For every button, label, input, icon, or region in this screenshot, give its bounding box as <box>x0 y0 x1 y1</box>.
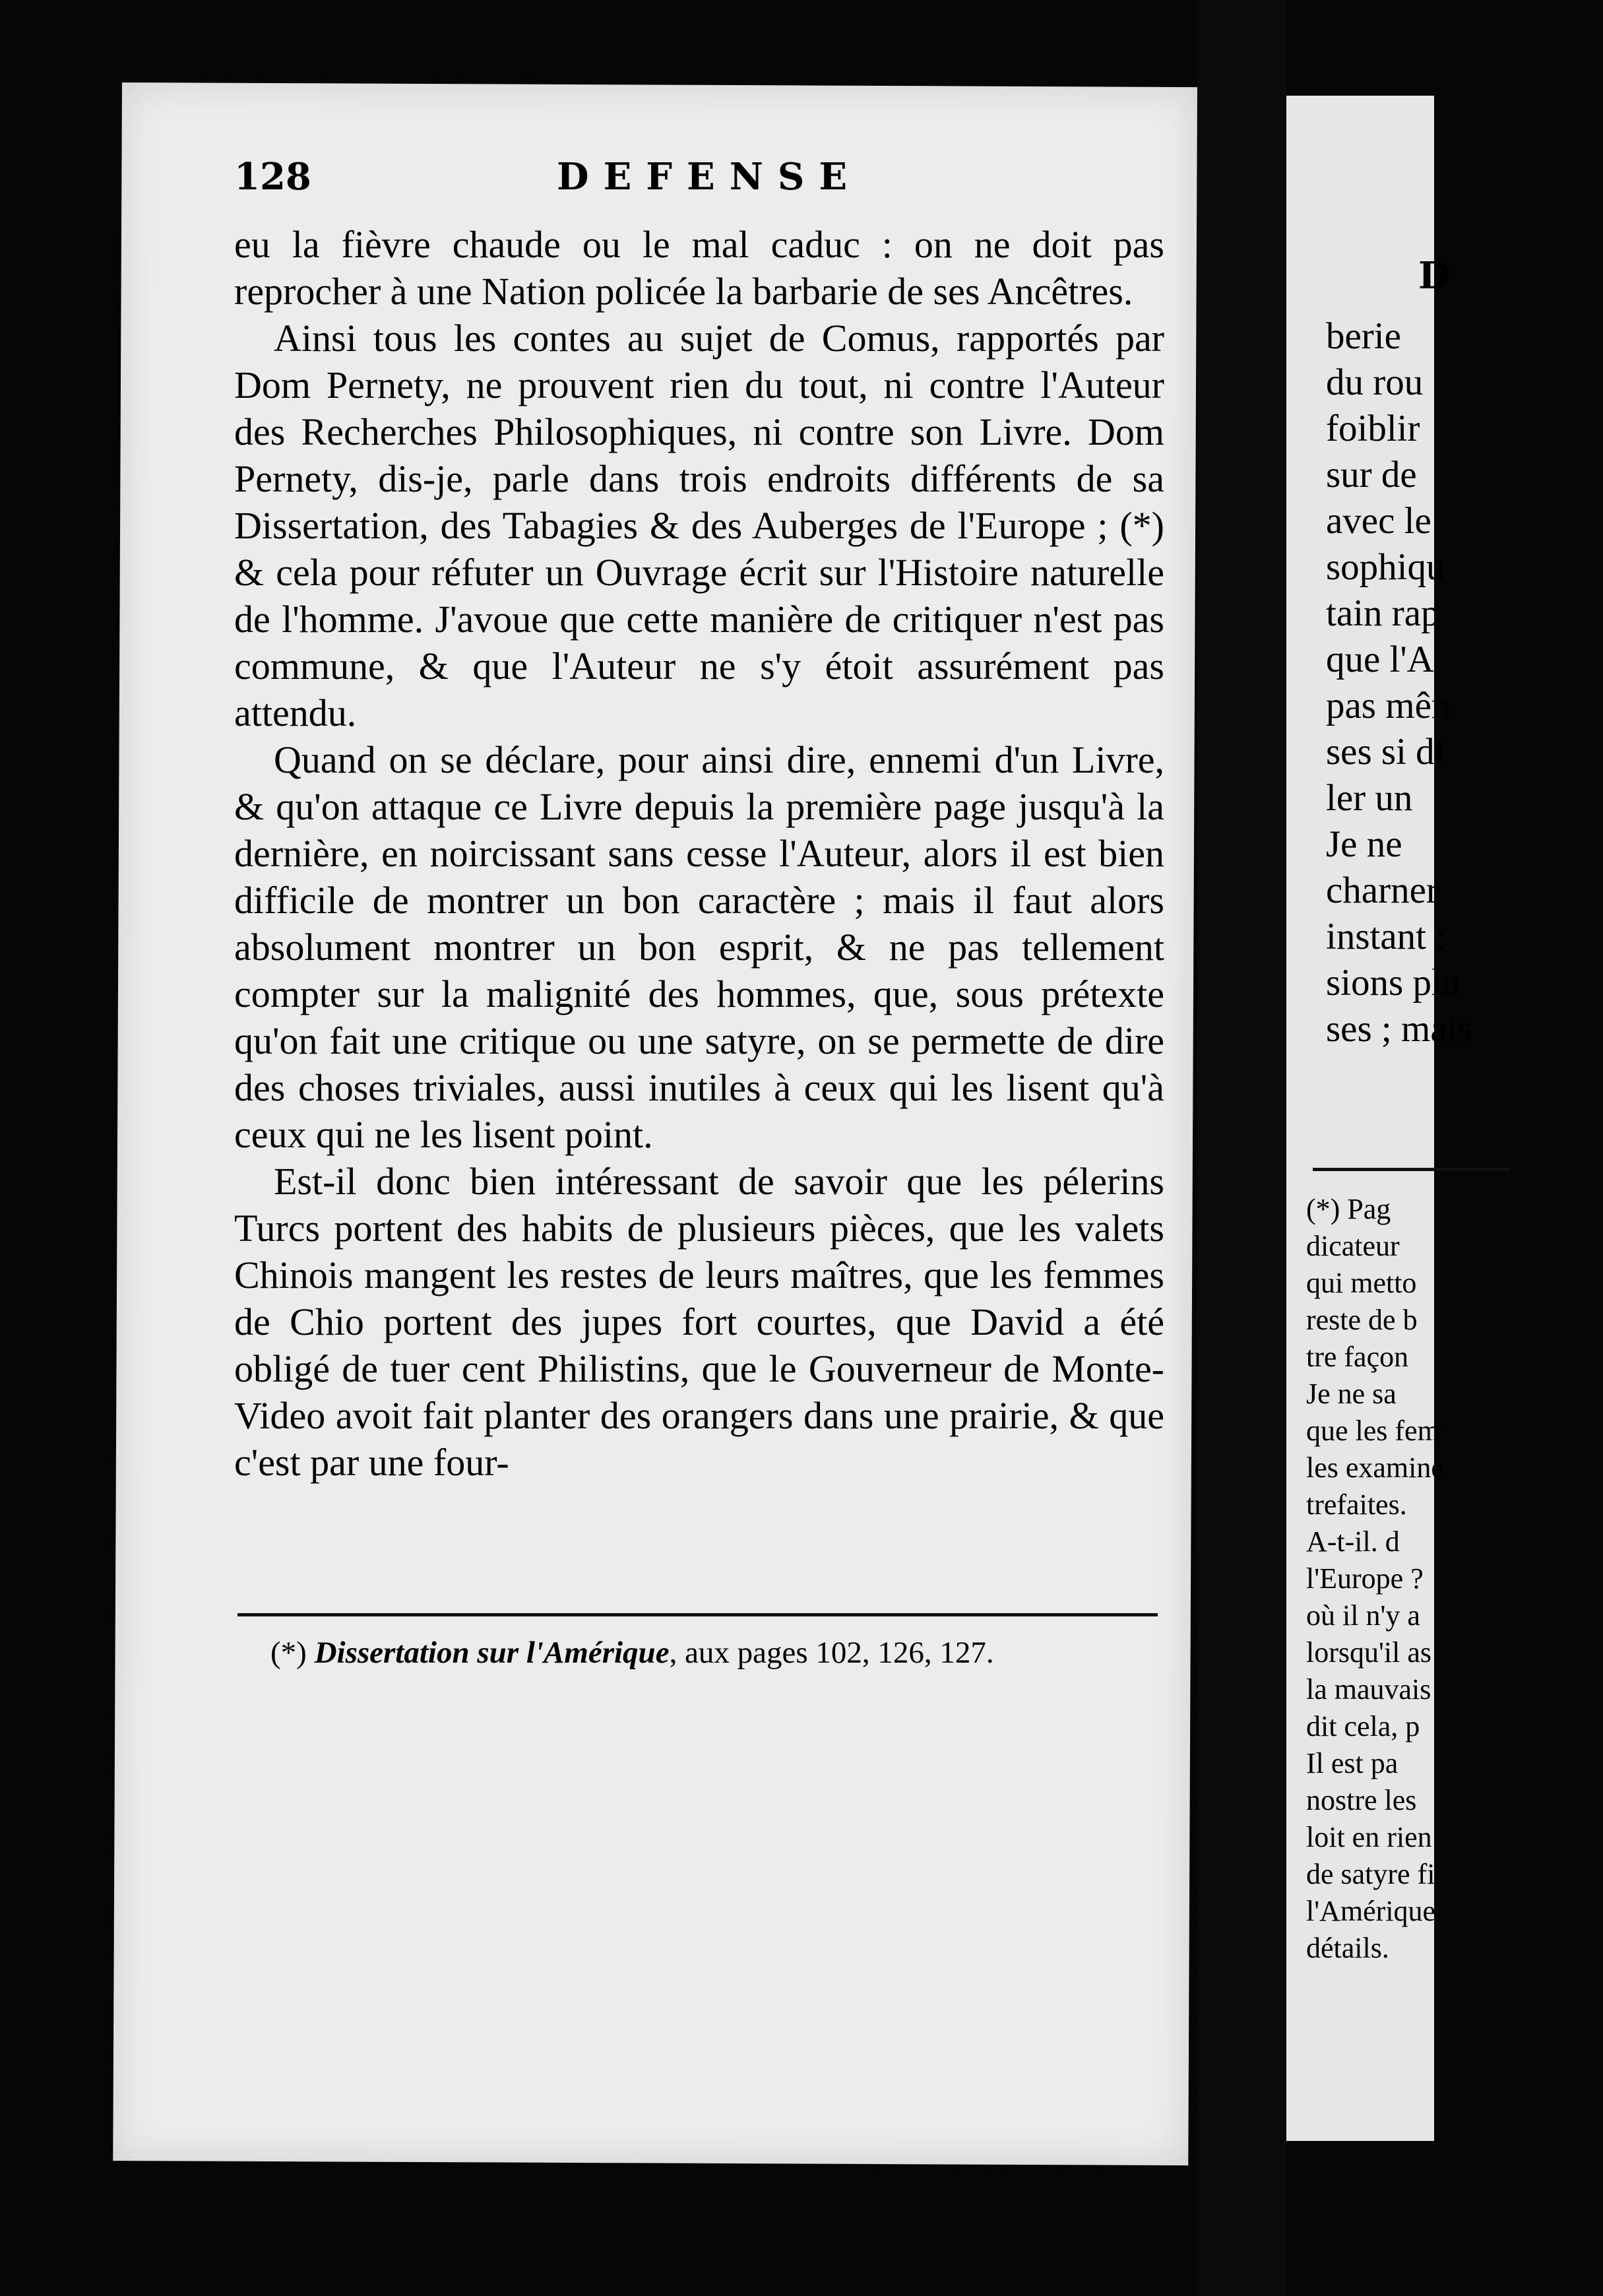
facing-line: tain rap <box>1326 592 1440 634</box>
facing-line: foiblir <box>1326 408 1420 449</box>
facing-line: berie <box>1326 315 1401 357</box>
footnote-pages: , aux pages 102, 126, 127. <box>669 1636 994 1670</box>
facing-note-line: nostre les <box>1306 1784 1417 1816</box>
facing-note-line: de satyre fi <box>1306 1858 1435 1890</box>
facing-note-line: dit cela, p <box>1306 1710 1420 1742</box>
page-number: 128 <box>234 155 311 199</box>
facing-running-head: D <box>1418 254 1451 298</box>
facing-note-line: Je ne sa <box>1306 1378 1397 1410</box>
facing-note-line: les examine <box>1306 1451 1444 1484</box>
facing-line: avec le <box>1326 500 1431 542</box>
footnote-title: Dissertation sur l'Amérique <box>314 1636 670 1670</box>
paragraph: Ainsi tous les contes au sujet de Comus, rapportés par Dom Pernety, ne prouvent rien du tout, ni contre l'Auteur des Recherches Philosophiques, ni contre son Livre. Dom Pernety, dis-je, parle dans trois endroits différents de sa Dissertation, des Tabagies & des Auberges de l'Europe ; (*) & cela pour réfuter un Ouvrage écrit sur l'Histoire naturelle de l'homme. J'avoue que cette manière de critiquer n'est pas commune, & que l'Auteur ne s'y étoit assurément pas attendu. <box>234 317 1164 734</box>
running-head: DEFENSE <box>557 155 862 199</box>
facing-note-line: détails. <box>1306 1932 1389 1964</box>
facing-line: sions plu <box>1326 962 1461 1004</box>
facing-line: instant : <box>1326 916 1447 957</box>
facing-page <box>1286 96 1472 2141</box>
facing-footnotes <box>1306 1191 1444 1967</box>
facing-note-line: tre façon <box>1306 1341 1409 1373</box>
footnote <box>270 1633 1181 1673</box>
facing-line: ler un <box>1326 777 1413 819</box>
facing-note-line: lorsqu'il as <box>1306 1636 1432 1669</box>
facing-note-line: Il est pa <box>1306 1747 1399 1779</box>
footnote-rule <box>237 1613 1158 1616</box>
paragraph: Quand on se déclare, pour ainsi dire, ennemi d'un Livre, & qu'on attaque ce Livre depuis la première page jusqu'à la dernière, en noircissant sans cesse l'Auteur, alors il est bien difficile de montrer un bon caractère ; mais il faut alors absolument montrer un bon esprit, & ne pas tellement compter sur la malignité des hommes, que, sous prétexte qu'on fait une critique ou une satyre, on se permette de dire des choses triviales, aussi inutiles à ceux qui les lisent qu'à ceux qui ne les lisent point. <box>234 738 1164 1156</box>
body-text <box>234 221 1164 1486</box>
facing-note-line: que les fem <box>1306 1415 1440 1447</box>
facing-line: Je ne <box>1326 823 1402 865</box>
book-gutter <box>1197 0 1286 2296</box>
page-header <box>234 155 1184 208</box>
facing-line: ses ; mais <box>1326 1008 1472 1050</box>
facing-line: que l'A <box>1326 639 1434 680</box>
facing-line: sophiqu <box>1326 546 1445 588</box>
facing-line: sur de <box>1326 454 1417 495</box>
facing-line: pas mên <box>1326 685 1451 726</box>
paragraph: eu la fièvre chaude ou le mal caduc : on ne doit pas reprocher à une Nation policée la barbarie de ses Ancêtres. <box>234 223 1164 313</box>
facing-footnote-rule <box>1313 1168 1511 1171</box>
facing-note-line: dicateur <box>1306 1230 1400 1262</box>
facing-text <box>1326 313 1603 1052</box>
facing-note-line: trefaites. <box>1306 1488 1407 1521</box>
paragraph: Est-il donc bien intéressant de savoir que les pélerins Turcs portent des habits de plusieurs pièces, que les valets Chinois mangent les restes de leurs maîtres, que les femmes de Chio portent des jupes fort courtes, que David a été obligé de tuer cent Philistins, que le Gouverneur de Monte-Video avoit fait planter des orangers dans une prairie, & que c'est par une four- <box>234 1160 1164 1484</box>
facing-note-line: A-t-il. d <box>1306 1525 1400 1558</box>
facing-note-line: l'Amérique <box>1306 1895 1436 1927</box>
facing-note-line: qui metto <box>1306 1267 1417 1299</box>
facing-line: ses si di <box>1326 731 1445 773</box>
facing-note-line: (*) Pag <box>1306 1193 1391 1225</box>
facing-note-line: la mauvais <box>1306 1673 1431 1706</box>
facing-note-line: l'Europe ? <box>1306 1562 1424 1595</box>
facing-note-line: loit en rien <box>1306 1821 1432 1853</box>
facing-line: charner <box>1326 870 1439 911</box>
facing-note-line: où il n'y a <box>1306 1599 1420 1632</box>
footnote-marker: (*) <box>270 1636 307 1670</box>
facing-note-line: reste de b <box>1306 1304 1418 1336</box>
facing-line: du rou <box>1326 362 1424 403</box>
